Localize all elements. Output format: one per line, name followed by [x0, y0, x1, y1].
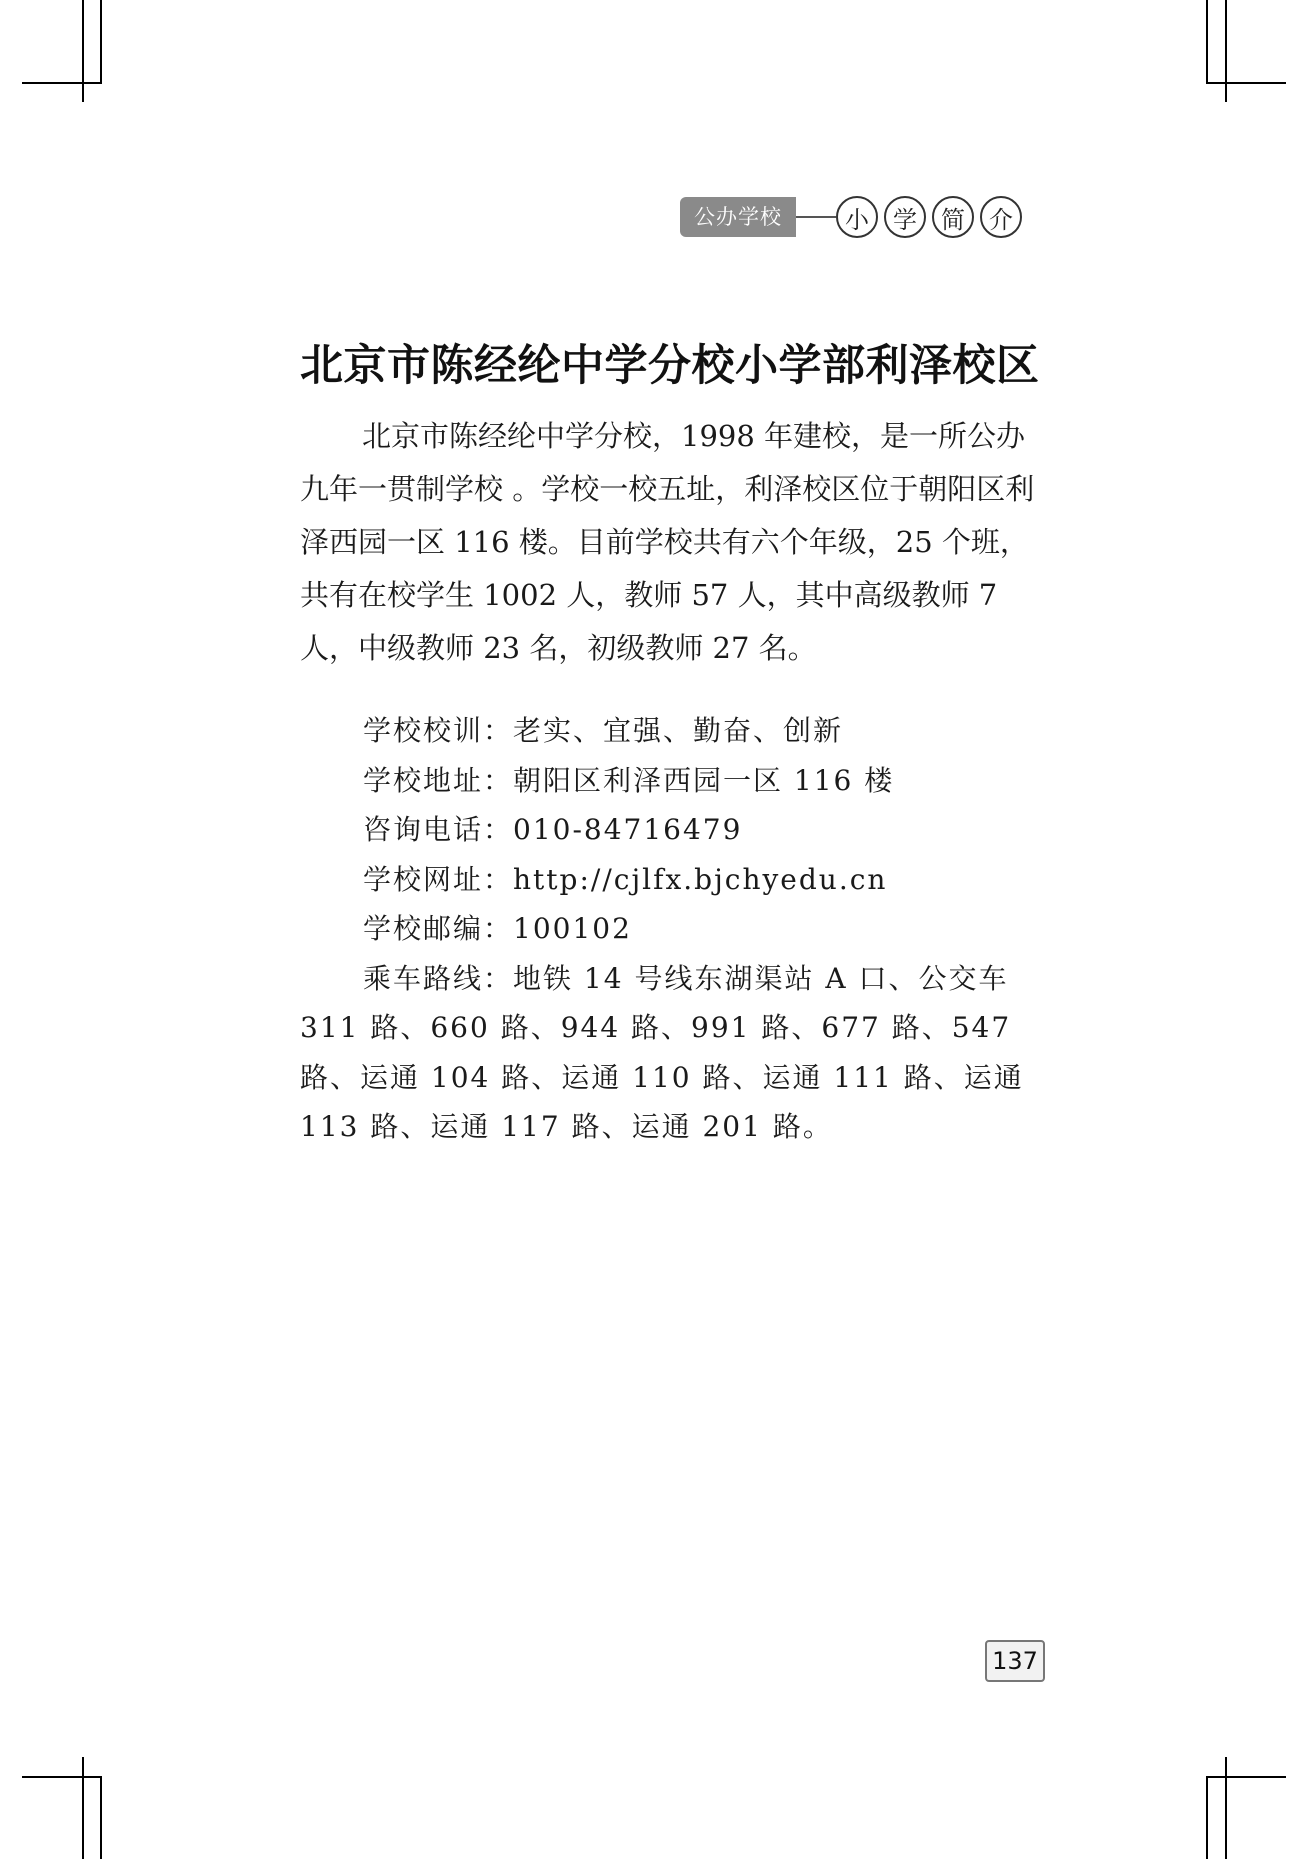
- motto-label: 学校校训：: [363, 714, 514, 747]
- phone-label: 咨询电话：: [363, 813, 514, 846]
- crop-mark: [82, 1757, 84, 1859]
- section-char: 小: [836, 196, 878, 238]
- section-char: 简: [932, 196, 974, 238]
- section-title: [836, 196, 1022, 238]
- crop-mark: [100, 1777, 102, 1859]
- phone-row: [300, 805, 1055, 855]
- crop-mark: [1225, 0, 1227, 102]
- crop-mark: [1206, 82, 1286, 84]
- route-row: [300, 954, 1055, 1152]
- crop-mark: [1206, 1776, 1286, 1778]
- school-info-list: [300, 706, 1055, 1152]
- website-row: [300, 855, 1055, 905]
- phone-value: 010-84716479: [513, 813, 743, 846]
- website-link[interactable]: http://cjlfx.bjchyedu.cn: [513, 862, 888, 896]
- crop-mark: [100, 0, 102, 82]
- page-number: 137: [985, 1640, 1045, 1682]
- postcode-row: [300, 904, 1055, 954]
- crop-mark: [82, 0, 84, 102]
- motto-row: [300, 706, 1055, 756]
- crop-mark: [1206, 1777, 1208, 1859]
- header-divider: [796, 216, 836, 218]
- address-label: 学校地址：: [363, 763, 514, 797]
- postcode-label: 学校邮编：: [363, 912, 514, 945]
- category-tag: 公办学校: [680, 197, 796, 237]
- crop-mark: [1225, 1757, 1227, 1859]
- crop-mark: [22, 82, 102, 84]
- section-header: [680, 193, 1022, 241]
- postcode-value: 100102: [513, 912, 632, 945]
- crop-mark: [1206, 0, 1208, 82]
- section-char: 学: [884, 196, 926, 238]
- route-label: 乘车路线：: [363, 961, 514, 995]
- intro-paragraph: 北京市陈经纶中学分校，1998 年建校，是一所公办九年一贯制学校 。学校一校五址，利泽校区位于朝阳区利泽西园一区 116 楼。目前学校共有六个年级，25 个班，共有在校学生 1002 人，教师 57 人，其中高级教师 7 人，中级教师 23 名，初级教师 27 名。: [300, 419, 1035, 665]
- address-value: 朝阳区利泽西园一区 116 楼: [513, 763, 895, 797]
- crop-mark: [22, 1776, 102, 1778]
- address-row: [300, 756, 1055, 806]
- motto-value: 老实、宜强、勤奋、创新: [513, 714, 844, 747]
- route-value: 地铁 14 号线东湖渠站 A 口、公交车 311 路、660 路、944 路、991 路、677 路、547 路、运通 104 路、运通 110 路、运通 111 路、运通 113 路、运通 117 路、运通 201 路。: [300, 961, 1024, 1143]
- website-label: 学校网址：: [363, 862, 514, 896]
- school-title: 北京市陈经纶中学分校小学部利泽校区: [300, 341, 1040, 391]
- section-char: 介: [980, 196, 1022, 238]
